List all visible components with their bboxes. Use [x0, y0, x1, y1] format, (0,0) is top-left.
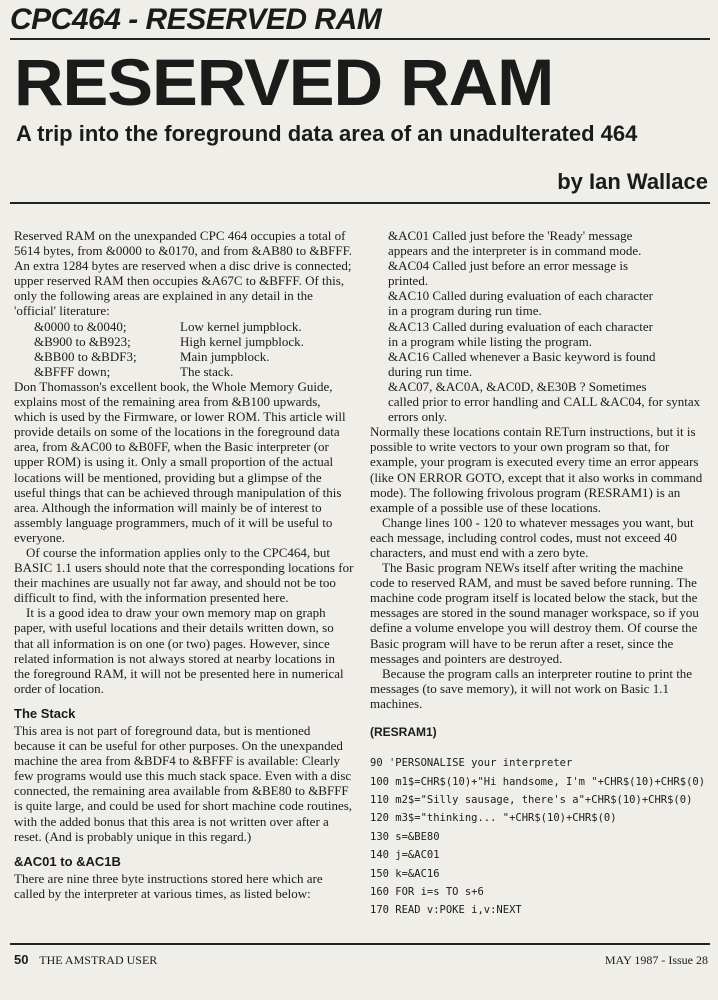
- code-line: 160 FOR i=s TO s+6: [370, 885, 484, 898]
- vector-list: [370, 228, 710, 424]
- body-paragraph: Because the program calls an interpreter routine to print the messages (to save memory), it will not work on Basic 1.1 machines.: [370, 665, 693, 711]
- code-line: 100 m1$=CHR$(10)+"Hi handsome, I'm "+CHR$(10)+CHR$(0): [370, 775, 706, 788]
- code-line: 90 'PERSONALISE your interpreter: [370, 757, 573, 770]
- memory-description: High kernel jumpblock.: [180, 333, 304, 349]
- body-paragraph: Of course the information applies only to the CPC464, but BASIC 1.1 users should note that the corresponding locations for their machines are usually not far away, and should not be too difficult to find, with the information presented here.: [14, 544, 354, 606]
- body-paragraph: Don Thomasson's excellent book, the Whole Memory Guide, explains most of the remaining area from &B100 upwards, which is used by the Firmware, or lower ROM. This article will provide details on some of the locations in the foreground data area, from &AC00 to &B0FF, when the Basic interpreter (or upper ROM) is using it. Only a small proportion of the actual locations will be mentioned, providing but a glimpse of the useful things that can be achieved through manipulation of this area. Although the information will mainly be of interest to assembly language programmers, much of it will be useful to everyone.: [14, 378, 346, 545]
- right-column: [370, 228, 710, 920]
- code-line: 150 k=&AC16: [370, 867, 440, 880]
- bottom-divider: [10, 943, 710, 945]
- code-line: 120 m3$="thinking... "+CHR$(10)+CHR$(0): [370, 812, 617, 825]
- vector-entry: &AC07, &AC0A, &AC0D, &E30B ? Sometimes: [388, 378, 647, 394]
- section-title: CPC464 - RESERVED RAM: [10, 3, 382, 36]
- left-column: [14, 228, 354, 901]
- body-paragraph: Normally these locations contain RETurn instructions, but it is possible to write vectors to your own program so that, for example, your program is executed every time an error appears (like ON ERROR GOTO, except that it also works in command mode). The following frivolous program (RESRAM1) is an example of a possible use of these locations.: [370, 424, 703, 515]
- article-subtitle: A trip into the foreground data area of an unadulterated 464: [16, 121, 638, 146]
- code-listing-label: (RESRAM1): [370, 725, 437, 739]
- code-line: 110 m2$="Silly sausage, there's a"+CHR$(10)+CHR$(0): [370, 793, 693, 806]
- magazine-name: THE AMSTRAD USER: [39, 953, 158, 967]
- page-number: 50: [14, 952, 29, 967]
- vector-entry: &AC13 Called during evaluation of each character: [388, 318, 653, 334]
- code-line: 170 READ v:POKE i,v:NEXT: [370, 904, 522, 917]
- vector-entry-continuation: printed.: [388, 273, 429, 289]
- vector-entry-continuation: in a program during run time.: [388, 303, 542, 319]
- memory-range: &BB00 to &BDF3;: [34, 348, 137, 364]
- stack-heading: The Stack: [14, 705, 76, 721]
- memory-description: Low kernel jumpblock.: [180, 318, 302, 334]
- section-header: [10, 2, 710, 40]
- vector-entry: &AC10 Called during evaluation of each character: [388, 288, 653, 304]
- top-divider: [10, 202, 710, 204]
- body-paragraph: It is a good idea to draw your own memory map on graph paper, with useful locations and their details written down, so that all information is on one (or two) pages. However, since related information is not always stored at nearby locations in the foreground RAM, it will not be presented here in numerical order of location.: [14, 605, 344, 696]
- memory-map-row: [14, 319, 354, 334]
- byline: by Ian Wallace: [557, 169, 708, 194]
- vector-entry-continuation: in a program while listing the program.: [388, 333, 592, 349]
- memory-range: &0000 to &0040;: [34, 318, 127, 334]
- footer-issue: MAY 1987 - Issue 28: [604, 953, 708, 967]
- memory-description: Main jumpblock.: [180, 348, 270, 364]
- vector-entry: &AC01 Called just before the 'Ready' message: [388, 228, 633, 243]
- ac01-paragraph: There are nine three byte instructions stored here which are called by the interpreter at various times, as listed below:: [14, 870, 323, 901]
- ac01-heading: &AC01 to &AC1B: [14, 853, 121, 869]
- memory-description: The stack.: [180, 363, 234, 379]
- vector-entry-continuation: appears and the interpreter is in command mode.: [388, 243, 642, 259]
- vector-entry: &AC16 Called whenever a Basic keyword is found: [388, 348, 656, 364]
- intro-paragraph: Reserved RAM on the unexpanded CPC 464 occupies a total of 5614 bytes, from &0000 to &0170, and from &AB80 to &BFFF. An extra 1284 bytes are reserved when a disc drive is connected; upper reserved RAM then occupies &A67C to &BFFF. Of this, only the following areas are explained in any detail in the 'official' literature:: [14, 228, 353, 319]
- memory-map-row: [14, 364, 354, 379]
- article-title: RESERVED RAM: [14, 45, 554, 119]
- body-paragraph: Change lines 100 - 120 to whatever messages you want, but each message, including control codes, must not exceed 40 characters, and must end with a zero byte.: [370, 514, 694, 560]
- memory-map-row: [14, 334, 354, 349]
- memory-range: &BFFF down;: [34, 363, 111, 379]
- body-paragraph: The Basic program NEWs itself after writing the machine code to reserved RAM, and must be saved before running. The machine code program itself is located below the stack, but the messages are stored in the sound manager workspace, so if you define a volume envelope you will destroy them. Of course the Basic program will have to be rerun after a reset, since the messages and pointers are destroyed.: [370, 560, 699, 666]
- memory-range: &B900 to &B923;: [34, 333, 131, 349]
- vector-entry-continuation: during run time.: [388, 363, 473, 379]
- vector-entry: &AC04 Called just before an error message is: [388, 258, 629, 274]
- code-line: 130 s=&BE80: [370, 830, 440, 843]
- code-line: 140 j=&AC01: [370, 849, 440, 862]
- memory-map-list: [14, 319, 354, 379]
- stack-paragraph: This area is not part of foreground data, but is mentioned because it can be useful for other purposes. On the unexpanded machine the area from &BDF4 to &BFFF is available: Clearly few programs would use this much stack space. Even with a disc connected, the remaining area available from &BE80 to &BFFF is quite large, and could be used for short machine code routines, with the added bonus that this area is not written over after a reset. (And is probably unique in this regard.): [14, 723, 353, 844]
- vector-entry-continuation: called prior to error handling and CALL &AC04, for syntax errors only.: [388, 394, 701, 425]
- memory-map-row: [14, 349, 354, 364]
- code-listing: [370, 754, 710, 920]
- footer-left: [14, 952, 157, 968]
